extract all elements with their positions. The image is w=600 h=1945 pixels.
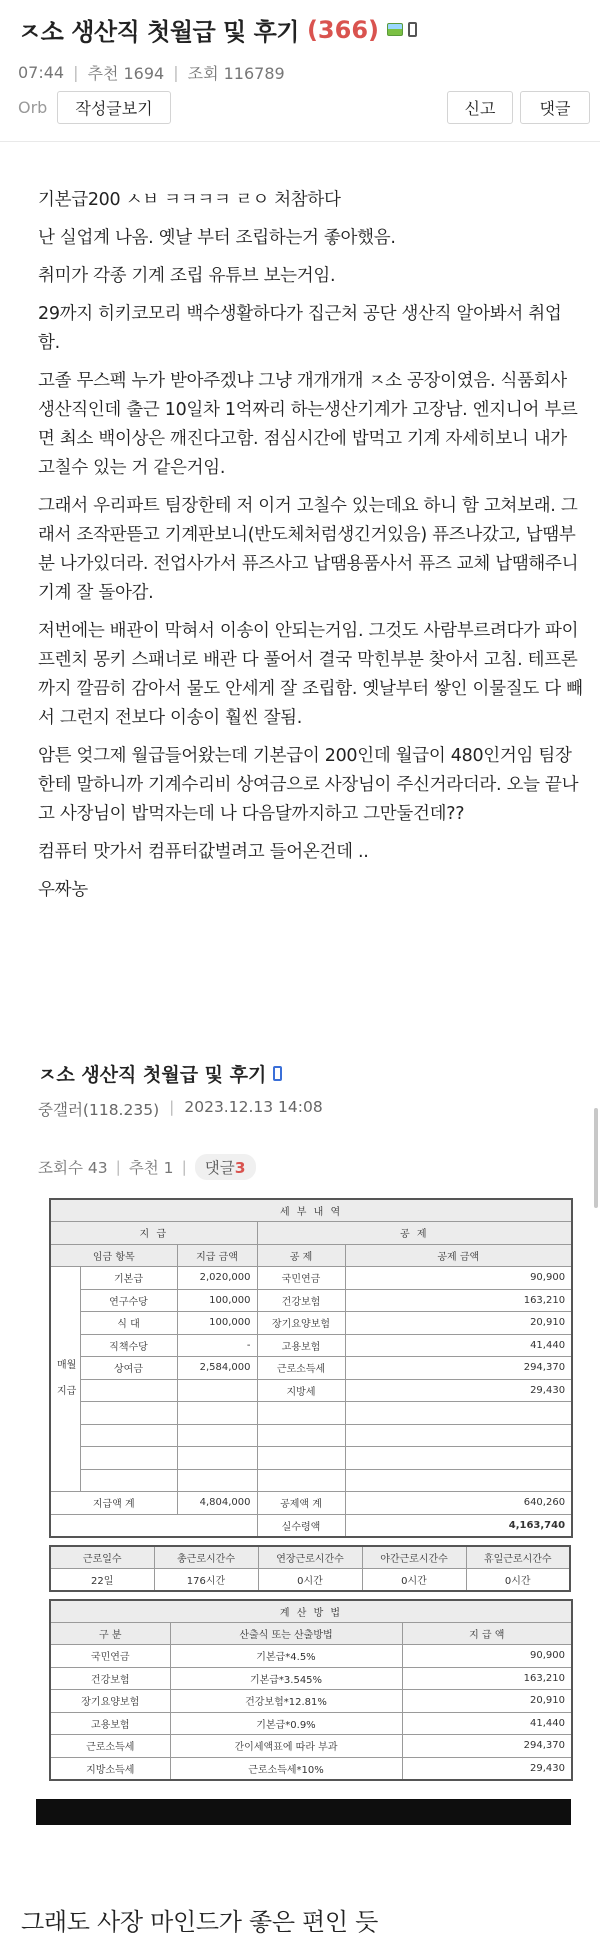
calc-formula: 기본급*0.9%: [170, 1712, 402, 1735]
pay-item-amount: 2,020,000: [177, 1267, 257, 1290]
calc-amount: 90,900: [402, 1645, 572, 1668]
empty-cell: [345, 1402, 572, 1425]
calc-name: 건강보험: [50, 1667, 170, 1690]
post-body: [38, 186, 583, 914]
deduct-item-name: 지방세: [257, 1379, 345, 1402]
calc-formula: 간이세액표에 따라 부과: [170, 1735, 402, 1758]
hours-header: 연장근로시간수: [258, 1546, 362, 1569]
empty-cell: [177, 1469, 257, 1492]
capture-comment-pill: [195, 1154, 256, 1180]
hours-value: 22일: [50, 1568, 154, 1591]
pay-item-col: 임금 항목: [50, 1244, 177, 1267]
calc-name: 장기요양보험: [50, 1690, 170, 1713]
empty-cell: [257, 1447, 345, 1470]
empty-cell: [50, 1514, 257, 1537]
capture-title: ㅈ소 생산직 첫월급 및 후기: [38, 1064, 267, 1086]
hours-value: 0시간: [258, 1568, 362, 1591]
mobile-icon: [273, 1066, 282, 1081]
hours-value: 0시간: [466, 1568, 570, 1591]
hours-header: 근로일수: [50, 1546, 154, 1569]
view-posts-button[interactable]: 작성글보기: [57, 91, 171, 124]
capture-meta: [38, 1098, 323, 1120]
meta-separator: |: [169, 1098, 175, 1116]
deduct-amount-col: 공제 금액: [345, 1244, 572, 1267]
pay-item-name: 연구수당: [80, 1289, 177, 1312]
empty-cell: [345, 1424, 572, 1447]
pay-item-amount: 2,584,000: [177, 1357, 257, 1380]
empty-cell: [177, 1447, 257, 1470]
hours-value: 176시간: [154, 1568, 258, 1591]
post-views: 조회 116789: [187, 64, 285, 83]
pay-amount-col: 지급 금액: [177, 1244, 257, 1267]
pay-total: 4,804,000: [177, 1492, 257, 1515]
deduct-item-name: 고용보험: [257, 1334, 345, 1357]
meta-separator: |: [115, 1158, 121, 1176]
calc-formula: 기본급*4.5%: [170, 1645, 402, 1668]
pay-total-label: 지급액 계: [50, 1492, 177, 1515]
empty-cell: [177, 1402, 257, 1425]
calc-header: 구 분: [50, 1622, 170, 1645]
empty-cell: [80, 1379, 177, 1402]
payslip-title: 세 부 내 역: [50, 1199, 572, 1222]
hours-value: 0시간: [362, 1568, 466, 1591]
calc-header: 산출식 또는 산출방법: [170, 1622, 402, 1645]
capture-comment-label: 댓글: [204, 1159, 235, 1177]
post-paragraph: 고졸 무스펙 누가 받아주겠냐 그냥 개개개개 ㅈ소 공장이였음. 식품회사 생산직인데 출근 10일차 1억짜리 하는생산기계가 고장남. 엔지니어 부르면 최소 백이상은 깨진다고함. 점심시간에 밥먹고 기계 자세히보니 내가 고칠수 있는 거 같은거임.: [38, 371, 578, 478]
post-paragraph: 암튼 엊그제 월급들어왔는데 기본급이 200인데 월급이 480인거임 팀장한테 말하니까 기계수리비 상여금으로 사장님이 주신거라더라. 오늘 끝나고 사장님이 밥먹자는데 나 다음달까지하고 그만둘건데??: [38, 746, 579, 824]
empty-cell: [257, 1469, 345, 1492]
pay-item-name: 상여금: [80, 1357, 177, 1380]
calc-title: 계 산 방 법: [50, 1600, 572, 1623]
empty-cell: [345, 1469, 572, 1492]
post-recommend: 추천 1694: [87, 64, 165, 83]
post-footer-text: 그래도 사장 마인드가 좋은 편인 듯: [21, 1908, 379, 1936]
comment-count[interactable]: (366): [306, 15, 379, 44]
meta-separator: |: [173, 63, 179, 82]
deduct-item-col: 공 제: [257, 1244, 345, 1267]
deduct-item-amount: 20,910: [345, 1312, 572, 1335]
reply-button[interactable]: 댓글: [520, 91, 590, 124]
pay-group-label: 매월 지급: [50, 1267, 80, 1492]
capture-title-row: [38, 1060, 282, 1087]
calc-name: 근로소득세: [50, 1735, 170, 1758]
deduct-item-name: 건강보험: [257, 1289, 345, 1312]
payslip-calc-table: [49, 1599, 573, 1781]
post-author[interactable]: Orb: [18, 98, 48, 117]
calc-amount: 294,370: [402, 1735, 572, 1758]
pay-item-amount: -: [177, 1334, 257, 1357]
mobile-icon: [408, 22, 417, 37]
calc-amount: 163,210: [402, 1667, 572, 1690]
empty-cell: [177, 1379, 257, 1402]
empty-cell: [80, 1447, 177, 1470]
calc-amount: 29,430: [402, 1757, 572, 1780]
net-pay-amount: 4,163,740: [345, 1514, 572, 1537]
calc-formula: 건강보험*12.81%: [170, 1690, 402, 1713]
deduct-item-name: 국민연금: [257, 1267, 345, 1290]
payslip-detail-table: [49, 1198, 573, 1538]
post-paragraph: 난 실업계 나옴. 옛날 부터 조립하는거 좋아했음.: [38, 228, 396, 248]
hours-header: 휴일근로시간수: [466, 1546, 570, 1569]
hours-header: 야간근로시간수: [362, 1546, 466, 1569]
deduct-item-name: 장기요양보험: [257, 1312, 345, 1335]
pay-header: 지 급: [50, 1222, 257, 1245]
post-time: 07:44: [18, 63, 65, 82]
redaction-bar: [36, 1799, 571, 1825]
capture-date: 2023.12.13 14:08: [184, 1098, 323, 1116]
deduct-item-amount: 163,210: [345, 1289, 572, 1312]
post-meta: [18, 61, 285, 84]
capture-views: 조회수 43: [38, 1159, 108, 1177]
hours-header: 총근로시간수: [154, 1546, 258, 1569]
post-paragraph: 29까지 히키코모리 백수생활하다가 집근처 공단 생산직 알아봐서 취업함.: [38, 304, 562, 353]
image-attached-icon: [387, 23, 403, 36]
payslip-hours-table: [49, 1545, 571, 1592]
capture-stats: [38, 1154, 256, 1180]
empty-cell: [80, 1402, 177, 1425]
calc-name: 고용보험: [50, 1712, 170, 1735]
post-paragraph: 취미가 각종 기계 조립 유튜브 보는거임.: [38, 266, 336, 286]
post-title-row: [18, 12, 417, 47]
net-pay-label: 실수령액: [257, 1514, 345, 1537]
deduct-item-amount: 90,900: [345, 1267, 572, 1290]
post-header: [0, 0, 600, 142]
meta-separator: |: [181, 1158, 187, 1176]
post-paragraph: 그래서 우리파트 팀장한테 저 이거 고칠수 있는데요 하니 함 고쳐보래. 그래서 조작판뜯고 기계판보니(반도체처럼생긴거있음) 퓨즈나갔고, 납땜부분 나가있더라. 전업사가서 퓨즈사고 납땜용품사서 퓨즈 교체 납땜해주니 기계 잘 돌아감.: [38, 496, 579, 603]
calc-formula: 기본급*3.545%: [170, 1667, 402, 1690]
capture-author: 중갤러(118.235): [38, 1101, 160, 1119]
payslip-image: [49, 1198, 571, 1781]
meta-separator: |: [73, 63, 79, 82]
deduct-item-amount: 294,370: [345, 1357, 572, 1380]
post-paragraph: 컴퓨터 맛가서 컴퓨터값벌려고 들어온건데 ..: [38, 842, 369, 862]
empty-cell: [345, 1447, 572, 1470]
deduct-total-label: 공제액 계: [257, 1492, 345, 1515]
pay-item-amount: 100,000: [177, 1312, 257, 1335]
report-button[interactable]: 신고: [447, 91, 513, 124]
deduct-item-amount: 41,440: [345, 1334, 572, 1357]
pay-item-amount: 100,000: [177, 1289, 257, 1312]
post-paragraph: 저번에는 배관이 막혀서 이송이 안되는거임. 그것도 사람부르려다가 파이프렌치 몽키 스패너로 배관 다 풀어서 결국 막힌부분 찾아서 고침. 테프론까지 깔끔히 감아서 물도 안세게 잘 조립함. 옛날부터 쌓인 이물질도 다 빼서 그런지 전보다 이송이 훨씬 잘됨.: [38, 621, 583, 728]
deduct-item-name: 근로소득세: [257, 1357, 345, 1380]
empty-cell: [80, 1469, 177, 1492]
empty-cell: [80, 1424, 177, 1447]
post-paragraph: 기본급200 ㅅㅂ ㅋㅋㅋㅋ ㄹㅇ 처참하다: [38, 190, 341, 210]
calc-name: 지방소득세: [50, 1757, 170, 1780]
calc-name: 국민연금: [50, 1645, 170, 1668]
empty-cell: [257, 1424, 345, 1447]
empty-cell: [257, 1402, 345, 1425]
pay-item-name: 식 대: [80, 1312, 177, 1335]
pay-item-name: 기본급: [80, 1267, 177, 1290]
capture-comment-count: 3: [234, 1159, 246, 1177]
capture-recommend: 추천 1: [128, 1159, 174, 1177]
post-title: ㅈ소 생산직 첫월급 및 후기: [18, 18, 299, 46]
post-paragraph: 우짜농: [38, 880, 88, 900]
calc-amount: 41,440: [402, 1712, 572, 1735]
empty-cell: [177, 1424, 257, 1447]
scrollbar[interactable]: [594, 1108, 598, 1208]
deduct-total: 640,260: [345, 1492, 572, 1515]
calc-formula: 근로소득세*10%: [170, 1757, 402, 1780]
calc-amount: 20,910: [402, 1690, 572, 1713]
deduct-item-amount: 29,430: [345, 1379, 572, 1402]
calc-header: 지 급 액: [402, 1622, 572, 1645]
pay-item-name: 직책수당: [80, 1334, 177, 1357]
deduct-header: 공 제: [257, 1222, 572, 1245]
